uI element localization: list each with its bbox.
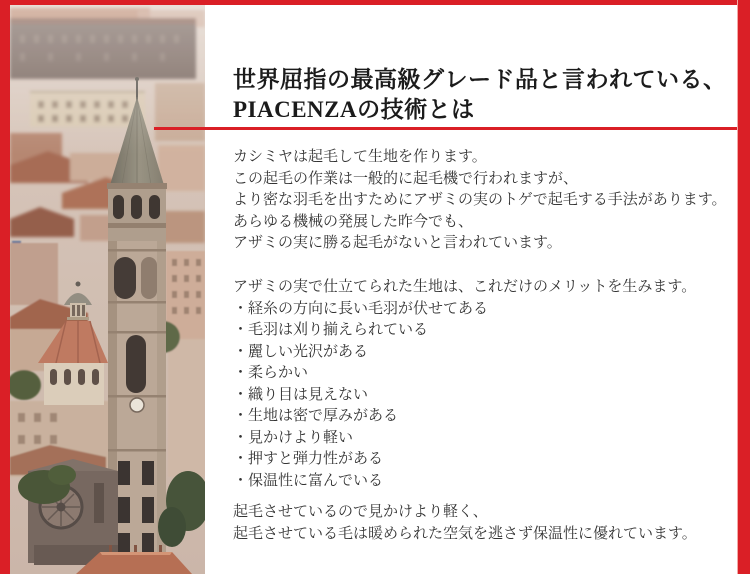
piacenza-photo xyxy=(10,5,205,574)
piacenza-cityscape-illustration xyxy=(10,5,205,574)
title-divider-line xyxy=(154,127,739,130)
merit-item: ・見かけより軽い xyxy=(233,428,354,446)
outro-line: 起毛させているので見かけより軽く、 xyxy=(233,503,488,520)
intro-line: アザミの実に勝る起毛がないと言われています。 xyxy=(233,234,562,251)
frame-border-right xyxy=(737,0,750,574)
merit-item: ・生地は密で厚みがある xyxy=(233,407,399,424)
intro-line: カシミヤは起毛して生地を作ります。 xyxy=(233,148,487,165)
merit-item: ・毛羽は刈り揃えられている xyxy=(233,321,429,338)
merit-item: ・麗しい光沢がある xyxy=(233,342,369,360)
merit-item: ・織り目は見えない xyxy=(233,385,369,403)
merit-item: ・柔らかい xyxy=(233,364,309,381)
frame-border-left xyxy=(0,0,10,574)
intro-line: あらゆる機械の発展した昨今でも、 xyxy=(233,212,474,230)
page-title-line1: 世界屈指の最高級グレード品と言われている、 xyxy=(233,67,727,93)
page-title-line2: PIACENZAの技術とは xyxy=(233,97,475,123)
intro-paragraph xyxy=(233,146,738,254)
merit-item: ・保温性に富んでいる xyxy=(233,471,384,489)
merit-item: ・押すと弾力性がある xyxy=(233,450,384,467)
intro-line: より密な羽毛を出すためにアザミの実のトゲで起毛する手法があります。 xyxy=(233,191,727,208)
outro-paragraph xyxy=(233,501,738,544)
merits-intro: アザミの実で仕立てられた生地は、これだけのメリットを生みます。 xyxy=(233,278,697,295)
page-title xyxy=(233,65,738,125)
outro-line: 起毛させている毛は暖められた空気を逃さず保温性に優れています。 xyxy=(233,524,697,542)
merit-item: ・経糸の方向に長い毛羽が伏せてある xyxy=(233,299,489,317)
intro-line: この起毛の作業は一般的に起毛機で行われますが、 xyxy=(233,169,579,187)
frame-border-top xyxy=(0,0,750,5)
merits-section xyxy=(233,276,738,491)
